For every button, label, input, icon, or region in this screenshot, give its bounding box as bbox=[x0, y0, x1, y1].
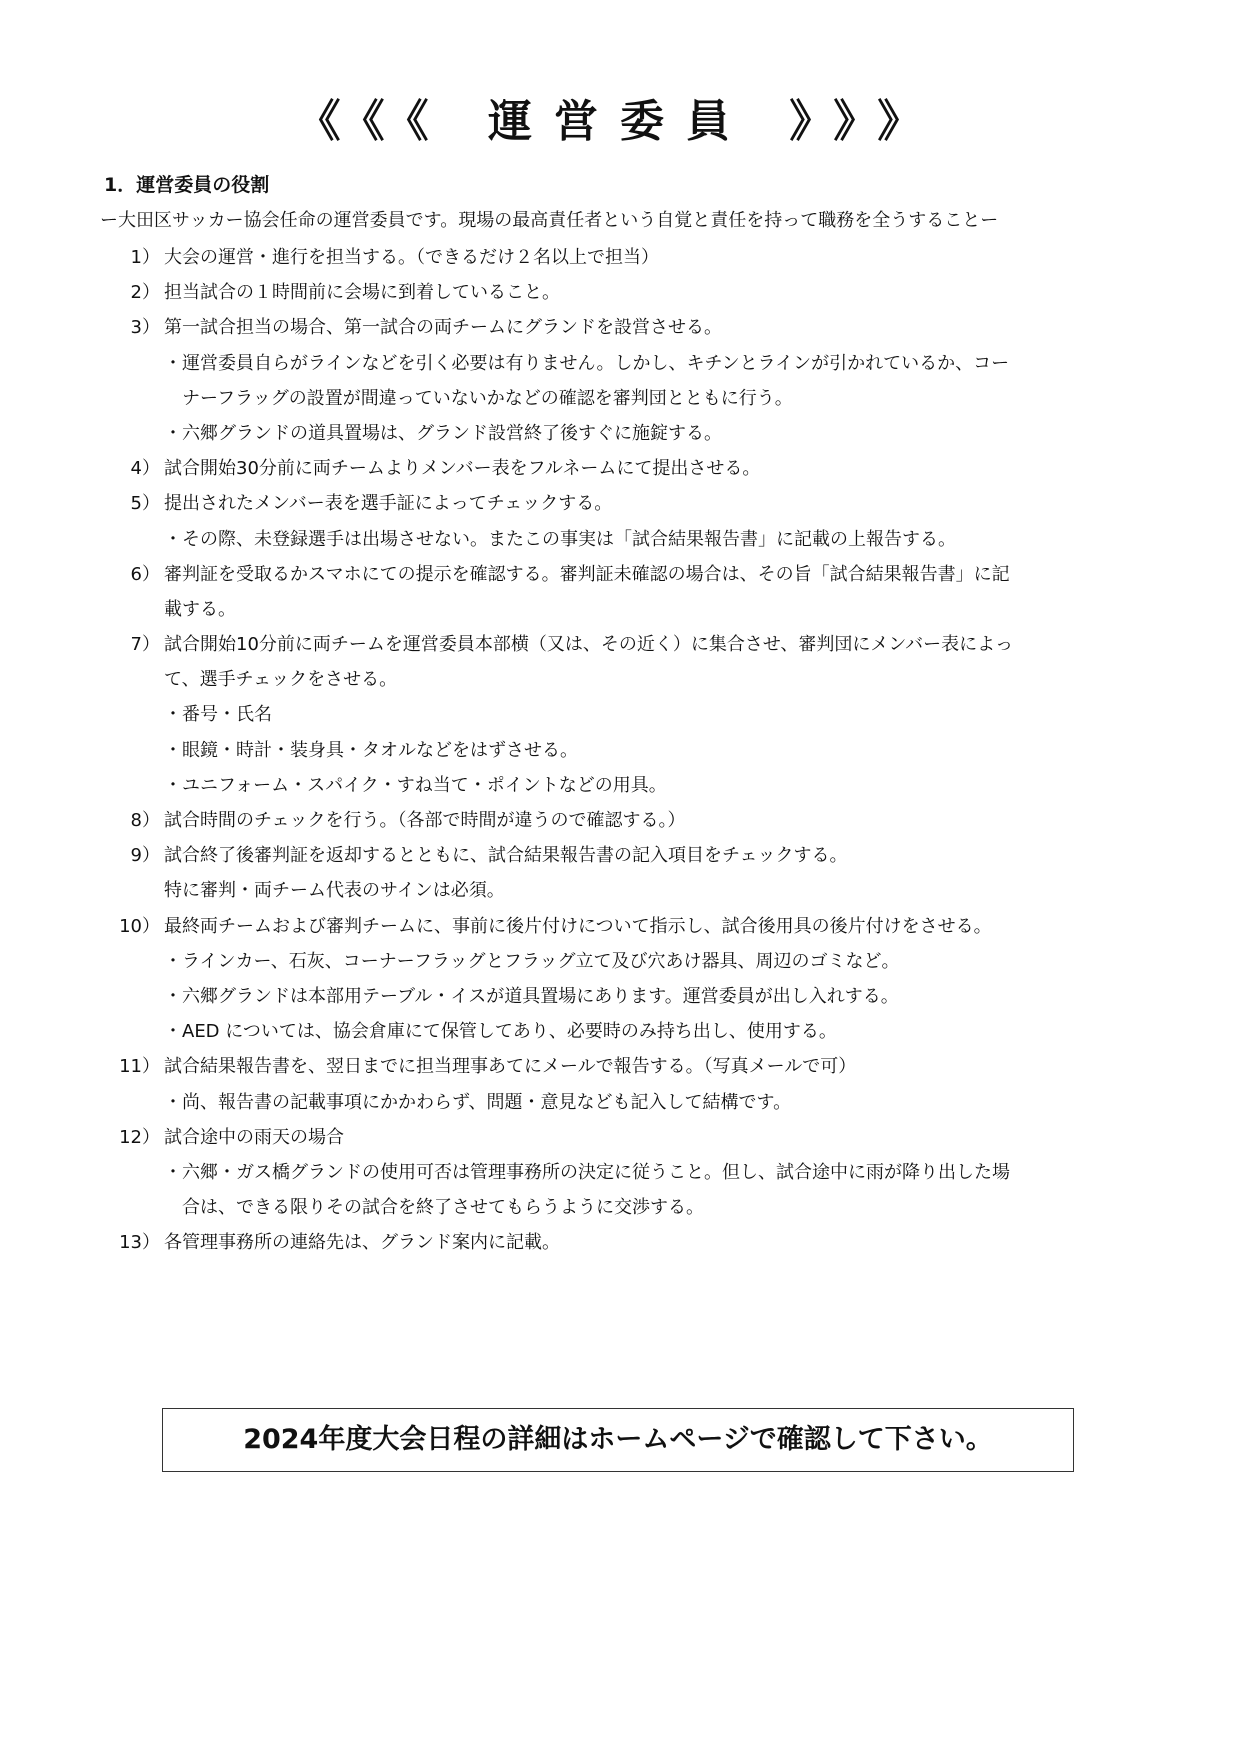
item-text: ・眼鏡・時計・装身具・タオルなどをはずさせる。 bbox=[164, 739, 578, 761]
item-text: 担当試合の１時間前に会場に到着していること。 bbox=[164, 282, 560, 304]
list-item-detail bbox=[0, 1085, 1240, 1120]
list-item-detail bbox=[0, 662, 1240, 697]
list-item-detail bbox=[0, 522, 1240, 557]
list-item bbox=[0, 1049, 1240, 1084]
list-item bbox=[0, 240, 1240, 275]
item-text: 第一試合担当の場合、第一試合の両チームにグランドを設営させる。 bbox=[164, 317, 722, 339]
role-list bbox=[0, 240, 1240, 1260]
section-heading: 1．運営委員の役割 bbox=[104, 174, 270, 196]
item-text: ・ユニフォーム・スパイク・すね当て・ポイントなどの用具。 bbox=[164, 774, 667, 796]
item-number: 4） bbox=[130, 458, 160, 480]
list-item-detail bbox=[0, 944, 1240, 979]
item-text: ・AED については、協会倉庫にて保管してあり、必要時のみ持ち出し、使用する。 bbox=[164, 1021, 837, 1043]
item-text: ・その際、未登録選手は出場させない。またこの事実は「試合結果報告書」に記載の上報告する。 bbox=[164, 528, 956, 550]
list-item bbox=[0, 1225, 1240, 1260]
list-item-detail bbox=[0, 1190, 1240, 1225]
list-item-detail bbox=[0, 979, 1240, 1014]
schedule-notice-box bbox=[162, 1408, 1074, 1472]
item-text: 特に審判・両チーム代表のサインは必須。 bbox=[164, 880, 505, 902]
item-number: 1） bbox=[130, 247, 160, 268]
item-text: ・ラインカー、石灰、コーナーフラッグとフラッグ立て及び穴あけ器具、周辺のゴミなど。 bbox=[164, 950, 900, 972]
list-item bbox=[0, 275, 1240, 310]
item-text: 試合開始30分前に両チームよりメンバー表をフルネームにて提出させる。 bbox=[164, 458, 761, 480]
list-item bbox=[0, 1120, 1240, 1155]
item-text: ナーフラッグの設置が間違っていないかなどの確認を審判団とともに行う。 bbox=[182, 387, 793, 409]
item-number: 6） bbox=[130, 563, 160, 585]
item-text: 試合結果報告書を、翌日までに担当理事あてにメールで報告する。（写真メールで可） bbox=[164, 1056, 857, 1078]
list-item bbox=[0, 803, 1240, 838]
item-text: 提出されたメンバー表を選手証によってチェックする。 bbox=[164, 493, 613, 515]
item-number: 5） bbox=[130, 493, 160, 515]
list-item bbox=[0, 909, 1240, 944]
item-number: 7） bbox=[130, 634, 160, 656]
item-number: 2） bbox=[130, 282, 160, 304]
list-item-detail bbox=[0, 768, 1240, 803]
item-text: 各管理事務所の連絡先は、グランド案内に記載。 bbox=[164, 1232, 560, 1254]
list-item bbox=[0, 627, 1240, 662]
list-item-detail bbox=[0, 733, 1240, 768]
list-item-detail bbox=[0, 592, 1240, 627]
list-item-detail bbox=[0, 1014, 1240, 1049]
item-number: 13） bbox=[119, 1232, 160, 1254]
item-text: ・六郷・ガス橋グランドの使用可否は管理事務所の決定に従うこと。但し、試合途中に雨が降り出した場 bbox=[164, 1161, 1010, 1183]
item-text: ・六郷グランドの道具置場は、グランド設営終了後すぐに施錠する。 bbox=[164, 422, 722, 444]
list-item-detail bbox=[0, 697, 1240, 732]
item-text: 載する。 bbox=[164, 598, 236, 620]
item-number: 3） bbox=[130, 317, 160, 339]
list-item-detail bbox=[0, 346, 1240, 381]
item-text: ・運営委員自らがラインなどを引く必要は有りません。しかし、キチンとラインが引かれているか、コー bbox=[164, 352, 1010, 374]
list-item bbox=[0, 486, 1240, 521]
item-text: 試合開始10分前に両チームを運営委員本部横（又は、その近く）に集合させ、審判団にメンバー表によっ bbox=[164, 634, 1014, 656]
item-text: 大会の運営・進行を担当する。（できるだけ２名以上で担当） bbox=[164, 247, 659, 268]
list-item bbox=[0, 451, 1240, 486]
item-text: 試合終了後審判証を返却するとともに、試合結果報告書の記入項目をチェックする。 bbox=[164, 845, 848, 867]
schedule-notice-text: 2024年度大会日程の詳細はホームページで確認して下さい。 bbox=[243, 1424, 993, 1455]
item-text: 試合時間のチェックを行う。（各部で時間が違うので確認する。） bbox=[164, 810, 686, 831]
item-number: 11） bbox=[119, 1056, 160, 1078]
list-item-detail bbox=[0, 873, 1240, 908]
list-item bbox=[0, 557, 1240, 592]
list-item-detail bbox=[0, 381, 1240, 416]
list-item bbox=[0, 838, 1240, 873]
list-item-detail bbox=[0, 416, 1240, 451]
item-text: ・尚、報告書の記載事項にかかわらず、問題・意見なども記入して結構です。 bbox=[164, 1091, 792, 1113]
list-item bbox=[0, 310, 1240, 345]
page-title: 《《《 運営委員 》》》 bbox=[296, 96, 944, 147]
item-number: 12） bbox=[119, 1126, 160, 1148]
item-text: 合は、できる限りその試合を終了させてもらうように交渉する。 bbox=[182, 1197, 704, 1219]
item-text: 最終両チームおよび審判チームに、事前に後片付けについて指示し、試合後用具の後片付けをさせる。 bbox=[164, 915, 992, 937]
item-number: 9） bbox=[130, 845, 160, 867]
section-intro: ー大田区サッカー協会任命の運営委員です。現場の最高責任者という自覚と責任を持って職務を全うすることー bbox=[100, 210, 999, 231]
item-number: 10） bbox=[119, 915, 160, 937]
item-text: 審判証を受取るかスマホにての提示を確認する。審判証未確認の場合は、その旨「試合結果報告書」に記 bbox=[164, 563, 1010, 585]
item-text: て、選手チェックをさせる。 bbox=[164, 669, 398, 691]
item-number: 8） bbox=[130, 810, 160, 831]
list-item-detail bbox=[0, 1155, 1240, 1190]
item-text: ・六郷グランドは本部用テーブル・イスが道具置場にあります。運営委員が出し入れする。 bbox=[164, 985, 899, 1007]
item-text: ・番号・氏名 bbox=[164, 704, 272, 726]
item-text: 試合途中の雨天の場合 bbox=[164, 1126, 344, 1148]
